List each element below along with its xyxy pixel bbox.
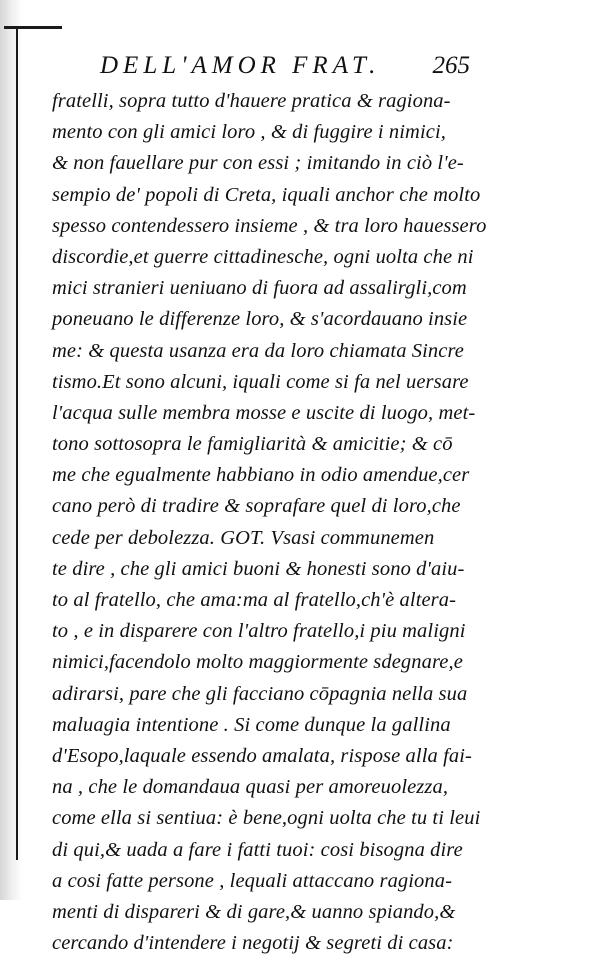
text-line: mento con gli amici loro , & di fuggire i nimici, <box>52 121 446 144</box>
running-head: DELL'AMOR FRAT. <box>100 52 381 79</box>
text-line: to al fratello, che ama:ma al fratello,ch'è altera- <box>52 589 457 611</box>
text-line: cede per debolezza. GOT. Vsasi communemen <box>52 526 435 549</box>
text-line: fratelli, sopra tutto d'hauere pratica & ragiona- <box>52 90 451 112</box>
text-line: tono sottosopra le famigliarità & amicitie; & cō <box>52 433 453 456</box>
text-line: te dire , che gli amici buoni & honesti sono d'aiu- <box>52 557 465 580</box>
text-line: to , e in disparere con l'altro fratello,i piu maligni <box>52 620 466 643</box>
body-text <box>52 86 492 959</box>
page-header <box>100 52 470 86</box>
text-line: adirarsi, pare che gli facciano cōpagnia nella sua <box>52 682 468 705</box>
text-line: a cosi fatte persone , lequali attaccano ragiona- <box>52 869 453 892</box>
text-line: spesso contendessero insieme , & tra loro hauessero <box>52 214 487 237</box>
text-line: come ella si sentiua: è bene,ogni uolta che tu ti leui <box>52 807 481 830</box>
text-line: maluagia intentione . Si come dunque la gallina <box>52 713 451 736</box>
text-line: tismo.Et sono alcuni, iquali come si fa nel uersare <box>52 370 469 393</box>
text-line: poneuano le differenze loro, & s'acordauano insie <box>52 308 468 331</box>
text-line: l'acqua sulle membra mosse e uscite di luogo, met- <box>52 401 476 424</box>
binding-gutter <box>0 0 22 900</box>
text-line: cano però di tradire & soprafare quel di loro,che <box>52 495 461 518</box>
text-line: menti di dispareri & di gare,& uanno spiando,& <box>52 900 456 923</box>
binding-cap-mark <box>4 26 62 29</box>
text-line: d'Esopo,laquale essendo amalata, rispose alla fai- <box>52 744 472 767</box>
text-line: di qui,& uada a fare i fatti tuoi: cosi bisogna dire <box>52 838 463 861</box>
text-line: & non fauellare pur con essi ; imitando in ciò l'e- <box>52 152 464 175</box>
text-line: me: & questa usanza era da loro chiamata Sincre <box>52 339 464 362</box>
text-line: me che egualmente habbiano in odio amendue,cer <box>52 464 470 487</box>
text-line: nimici,facendolo molto maggiormente sdegnare,e <box>52 651 463 674</box>
page-number: 265 <box>432 52 470 79</box>
text-line: sempio de' popoli di Creta, iquali anchor che molto <box>52 183 481 206</box>
text-line: mici stranieri ueniuano di fuora ad assalirgli,com <box>52 277 467 300</box>
text-line: na , che le domandaua quasi per amoreuolezza, <box>52 776 449 799</box>
binding-edge-line <box>16 28 18 860</box>
text-line: discordie,et guerre cittadinesche, ogni uolta che ni <box>52 245 474 268</box>
text-line: cercando d'intendere i negotij & segreti di casa: <box>52 932 454 955</box>
